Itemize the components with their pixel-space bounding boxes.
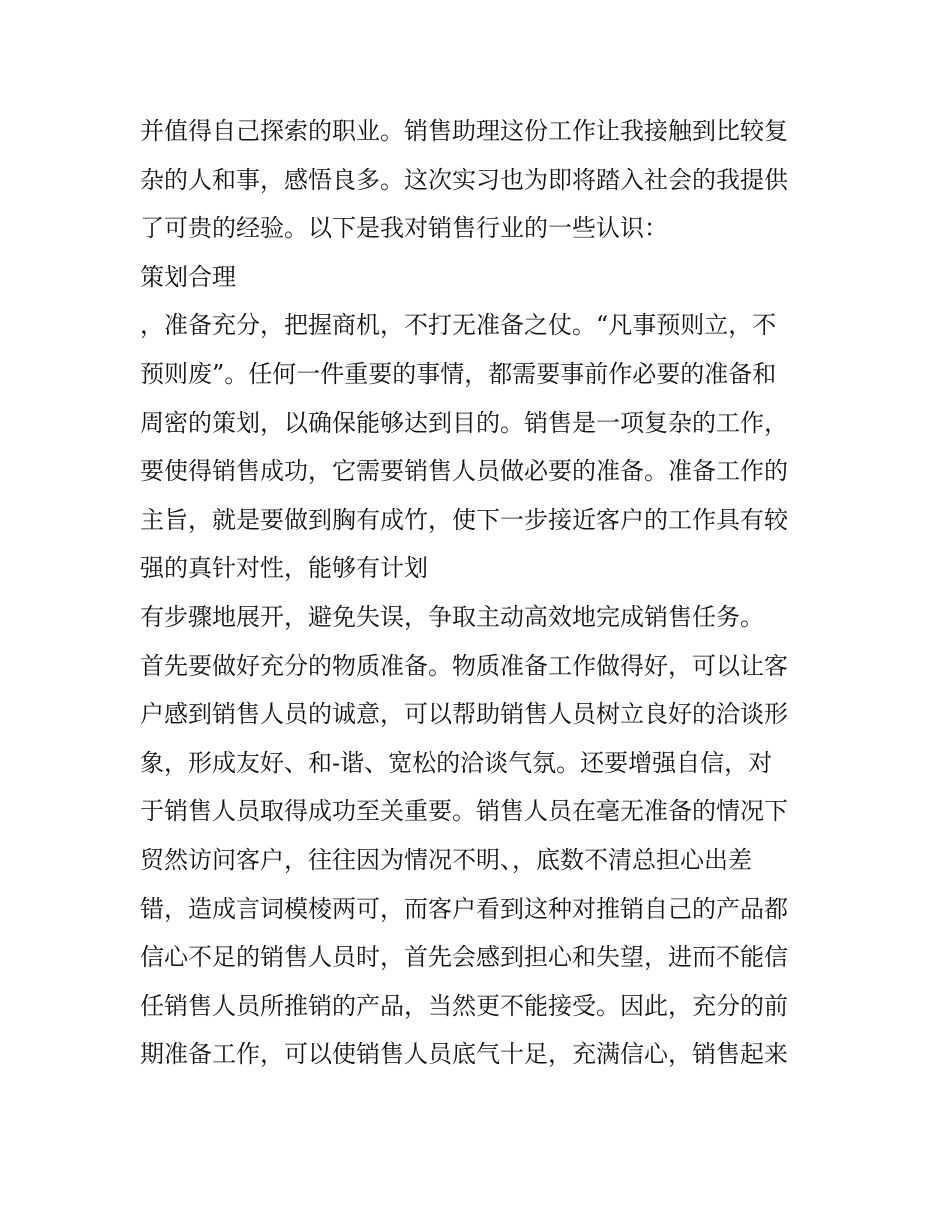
text-line-6: 预则废”。任何一件重要的事情，都需要事前作必要的准备和 — [140, 359, 777, 388]
text-line-18: 信心不足的销售人员时，首先会感到担心和失望，进而不能信 — [140, 943, 788, 972]
text-line-15: 于销售人员取得成功至关重要。销售人员在毫无准备的情况下 — [140, 797, 788, 826]
text-line-16: 贸然访问客户，往往因为情况不明、，底数不清总担心出差 — [140, 845, 752, 874]
text-line-9: 主旨，就是要做到胸有成竹，使下一步接近客户的工作具有较 — [140, 505, 788, 534]
text-line-14: 象，形成友好、和-谐、宽松的洽谈气氛。还要增强自信，对 — [140, 748, 773, 777]
text-line-19: 任销售人员所推销的产品，当然更不能接受。因此，充分的前 — [140, 991, 788, 1020]
text-line-5: ，准备充分，把握商机，不打无准备之仗。“凡事预则立，不 — [140, 311, 777, 340]
text-line-12: 首先要做好充分的物质准备。物质准备工作做得好，可以让客 — [140, 651, 788, 680]
text-line-1: 并值得自己探索的职业。销售助理这份工作让我接触到比较复 — [140, 117, 788, 145]
text-line-13: 户感到销售人员的诚意，可以帮助销售人员树立良好的洽谈形 — [140, 700, 788, 729]
document-body — [140, 107, 820, 1079]
text-line-3: 了可贵的经验。以下是我对销售行业的一些认识： — [140, 214, 668, 243]
text-line-8: 要使得销售成功，它需要销售人员做必要的准备。准备工作的 — [140, 457, 788, 486]
text-line-7: 周密的策划，以确保能够达到目的。销售是一项复杂的工作， — [140, 408, 788, 437]
text-line-17: 错，造成言词模棱两可，而客户看到这种对推销自己的产品都 — [140, 894, 788, 923]
text-line-10: 强的真针对性，能够有计划 — [140, 554, 428, 583]
text-line-2: 杂的人和事，感悟良多。这次实习也为即将踏入社会的我提供 — [140, 165, 788, 194]
text-line-11: 有步骤地展开，避免失误，争取主动高效地完成销售任务。 — [140, 602, 764, 631]
text-line-20: 期准备工作，可以使销售人员底气十足，充满信心，销售起来 — [140, 1040, 788, 1069]
section-heading: 策划合理 — [140, 262, 236, 291]
